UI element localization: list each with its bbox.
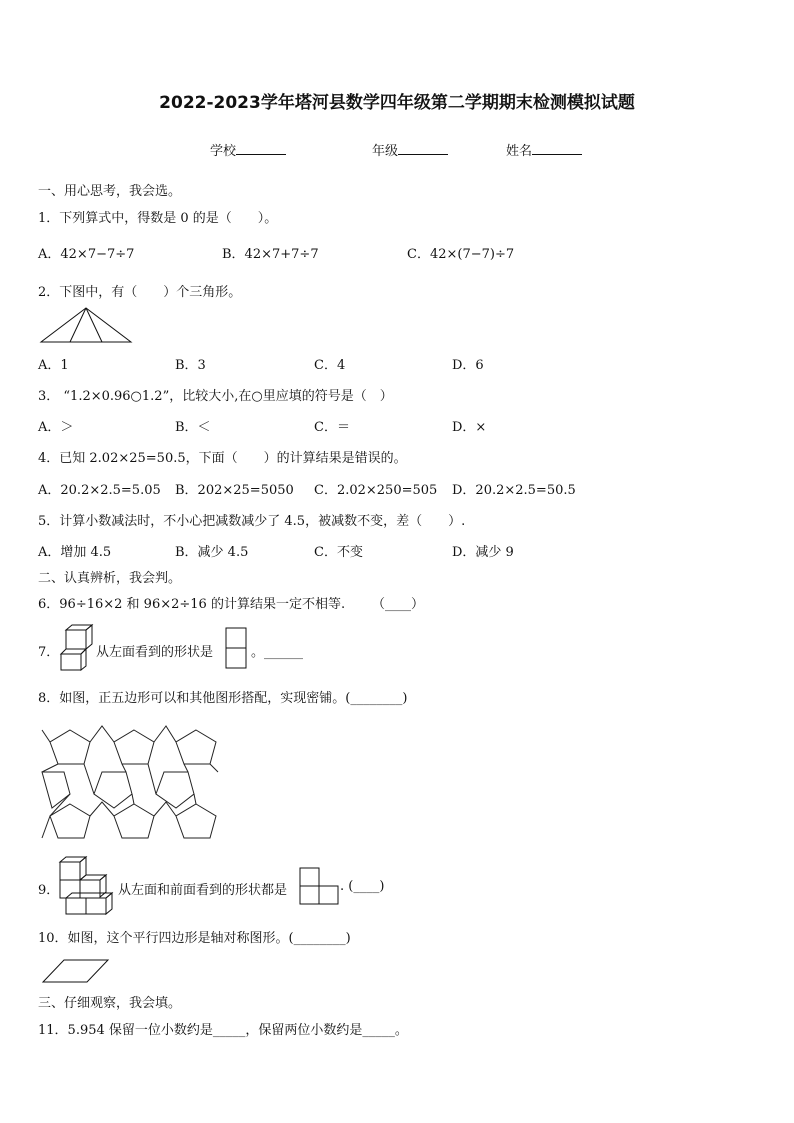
q9-answer-blank[interactable]: . (____): [340, 879, 385, 894]
name-label: 姓名: [506, 144, 533, 159]
q5-option-d[interactable]: D．减少 9: [452, 545, 514, 560]
q4-option-b[interactable]: B．202×25=5050: [175, 483, 294, 498]
section-1-heading: 一、用心思考，我会选。: [38, 184, 182, 199]
q6-answer-blank[interactable]: （____）: [372, 597, 425, 612]
grade-blank[interactable]: [398, 142, 448, 155]
q3-option-a[interactable]: A．＞: [38, 420, 74, 435]
q4-option-c[interactable]: C．2.02×250=505: [314, 483, 438, 498]
q7-text: 从左面看到的形状是: [96, 645, 214, 660]
q11-stem: 11．5.954 保留一位小数约是_____，保留两位小数约是_____。: [38, 1023, 408, 1038]
q9-number: 9．: [38, 883, 60, 898]
school-field[interactable]: [210, 140, 286, 159]
q6-stem: 6．96÷16×2 和 96×2÷16 的计算结果一定不相等.: [38, 597, 346, 612]
q1-stem: 1．下列算式中，得数是 0 的是（ ）。: [38, 211, 278, 226]
q3-option-d[interactable]: D．×: [452, 420, 487, 435]
name-field[interactable]: [506, 140, 582, 159]
left-view-figure: [225, 627, 247, 669]
q2-stem: 2．下图中，有（ ）个三角形。: [38, 285, 242, 300]
q3-option-b[interactable]: B．＜: [175, 420, 211, 435]
q2-option-d[interactable]: D．6: [452, 358, 484, 373]
parallelogram-figure: [42, 958, 110, 984]
q5-option-a[interactable]: A．增加 4.5: [38, 545, 112, 560]
q2-option-a[interactable]: A．1: [38, 358, 69, 373]
q2-option-c[interactable]: C．4: [314, 358, 346, 373]
q1-option-c[interactable]: C．42×(7−7)÷7: [407, 247, 515, 262]
section-3-heading: 三、仔细观察，我会填。: [38, 996, 182, 1011]
q3-option-c[interactable]: C．＝: [314, 420, 350, 435]
q1-option-a[interactable]: A．42×7−7÷7: [38, 247, 135, 262]
q7-number: 7．: [38, 645, 60, 660]
q5-option-b[interactable]: B．减少 4.5: [175, 545, 249, 560]
grade-field[interactable]: [372, 140, 448, 159]
pentagon-tiling-figure: [42, 722, 218, 840]
school-label: 学校: [210, 144, 237, 159]
q1-option-b[interactable]: B．42×7+7÷7: [222, 247, 319, 262]
q9-text: 从左面和前面看到的形状都是: [118, 883, 288, 898]
cube-group-figure: [56, 856, 118, 916]
school-blank[interactable]: [236, 142, 286, 155]
q5-option-c[interactable]: C．不变: [314, 545, 363, 560]
q10-stem: 10．如图，这个平行四边形是轴对称图形。(________): [38, 931, 351, 946]
q8-stem: 8．如图，正五边形可以和其他图形搭配，实现密铺。(________): [38, 691, 408, 706]
triangle-figure: [40, 306, 132, 344]
q4-option-d[interactable]: D．20.2×2.5=50.5: [452, 483, 576, 498]
grade-label: 年级: [372, 144, 399, 159]
page-title: 2022-2023学年塔河县数学四年级第二学期期末检测模拟试题: [159, 93, 635, 113]
name-blank[interactable]: [532, 142, 582, 155]
front-view-figure: [299, 867, 339, 905]
q3-stem: 3． “1.2×0.96○1.2”，比较大小,在○里应填的符号是（ ）: [38, 389, 393, 404]
q2-option-b[interactable]: B．3: [175, 358, 206, 373]
q4-option-a[interactable]: A．20.2×2.5=5.05: [38, 483, 161, 498]
q4-stem: 4．已知 2.02×25=50.5，下面（ ）的计算结果是错误的。: [38, 451, 407, 466]
section-2-heading: 二、认真辨析，我会判。: [38, 571, 182, 586]
q7-answer-blank[interactable]: 。______: [251, 645, 304, 660]
cube-stack-figure: [60, 624, 94, 672]
q5-stem: 5．计算小数减法时，不小心把减数减少了 4.5，被减数不变，差（ ）.: [38, 514, 466, 529]
